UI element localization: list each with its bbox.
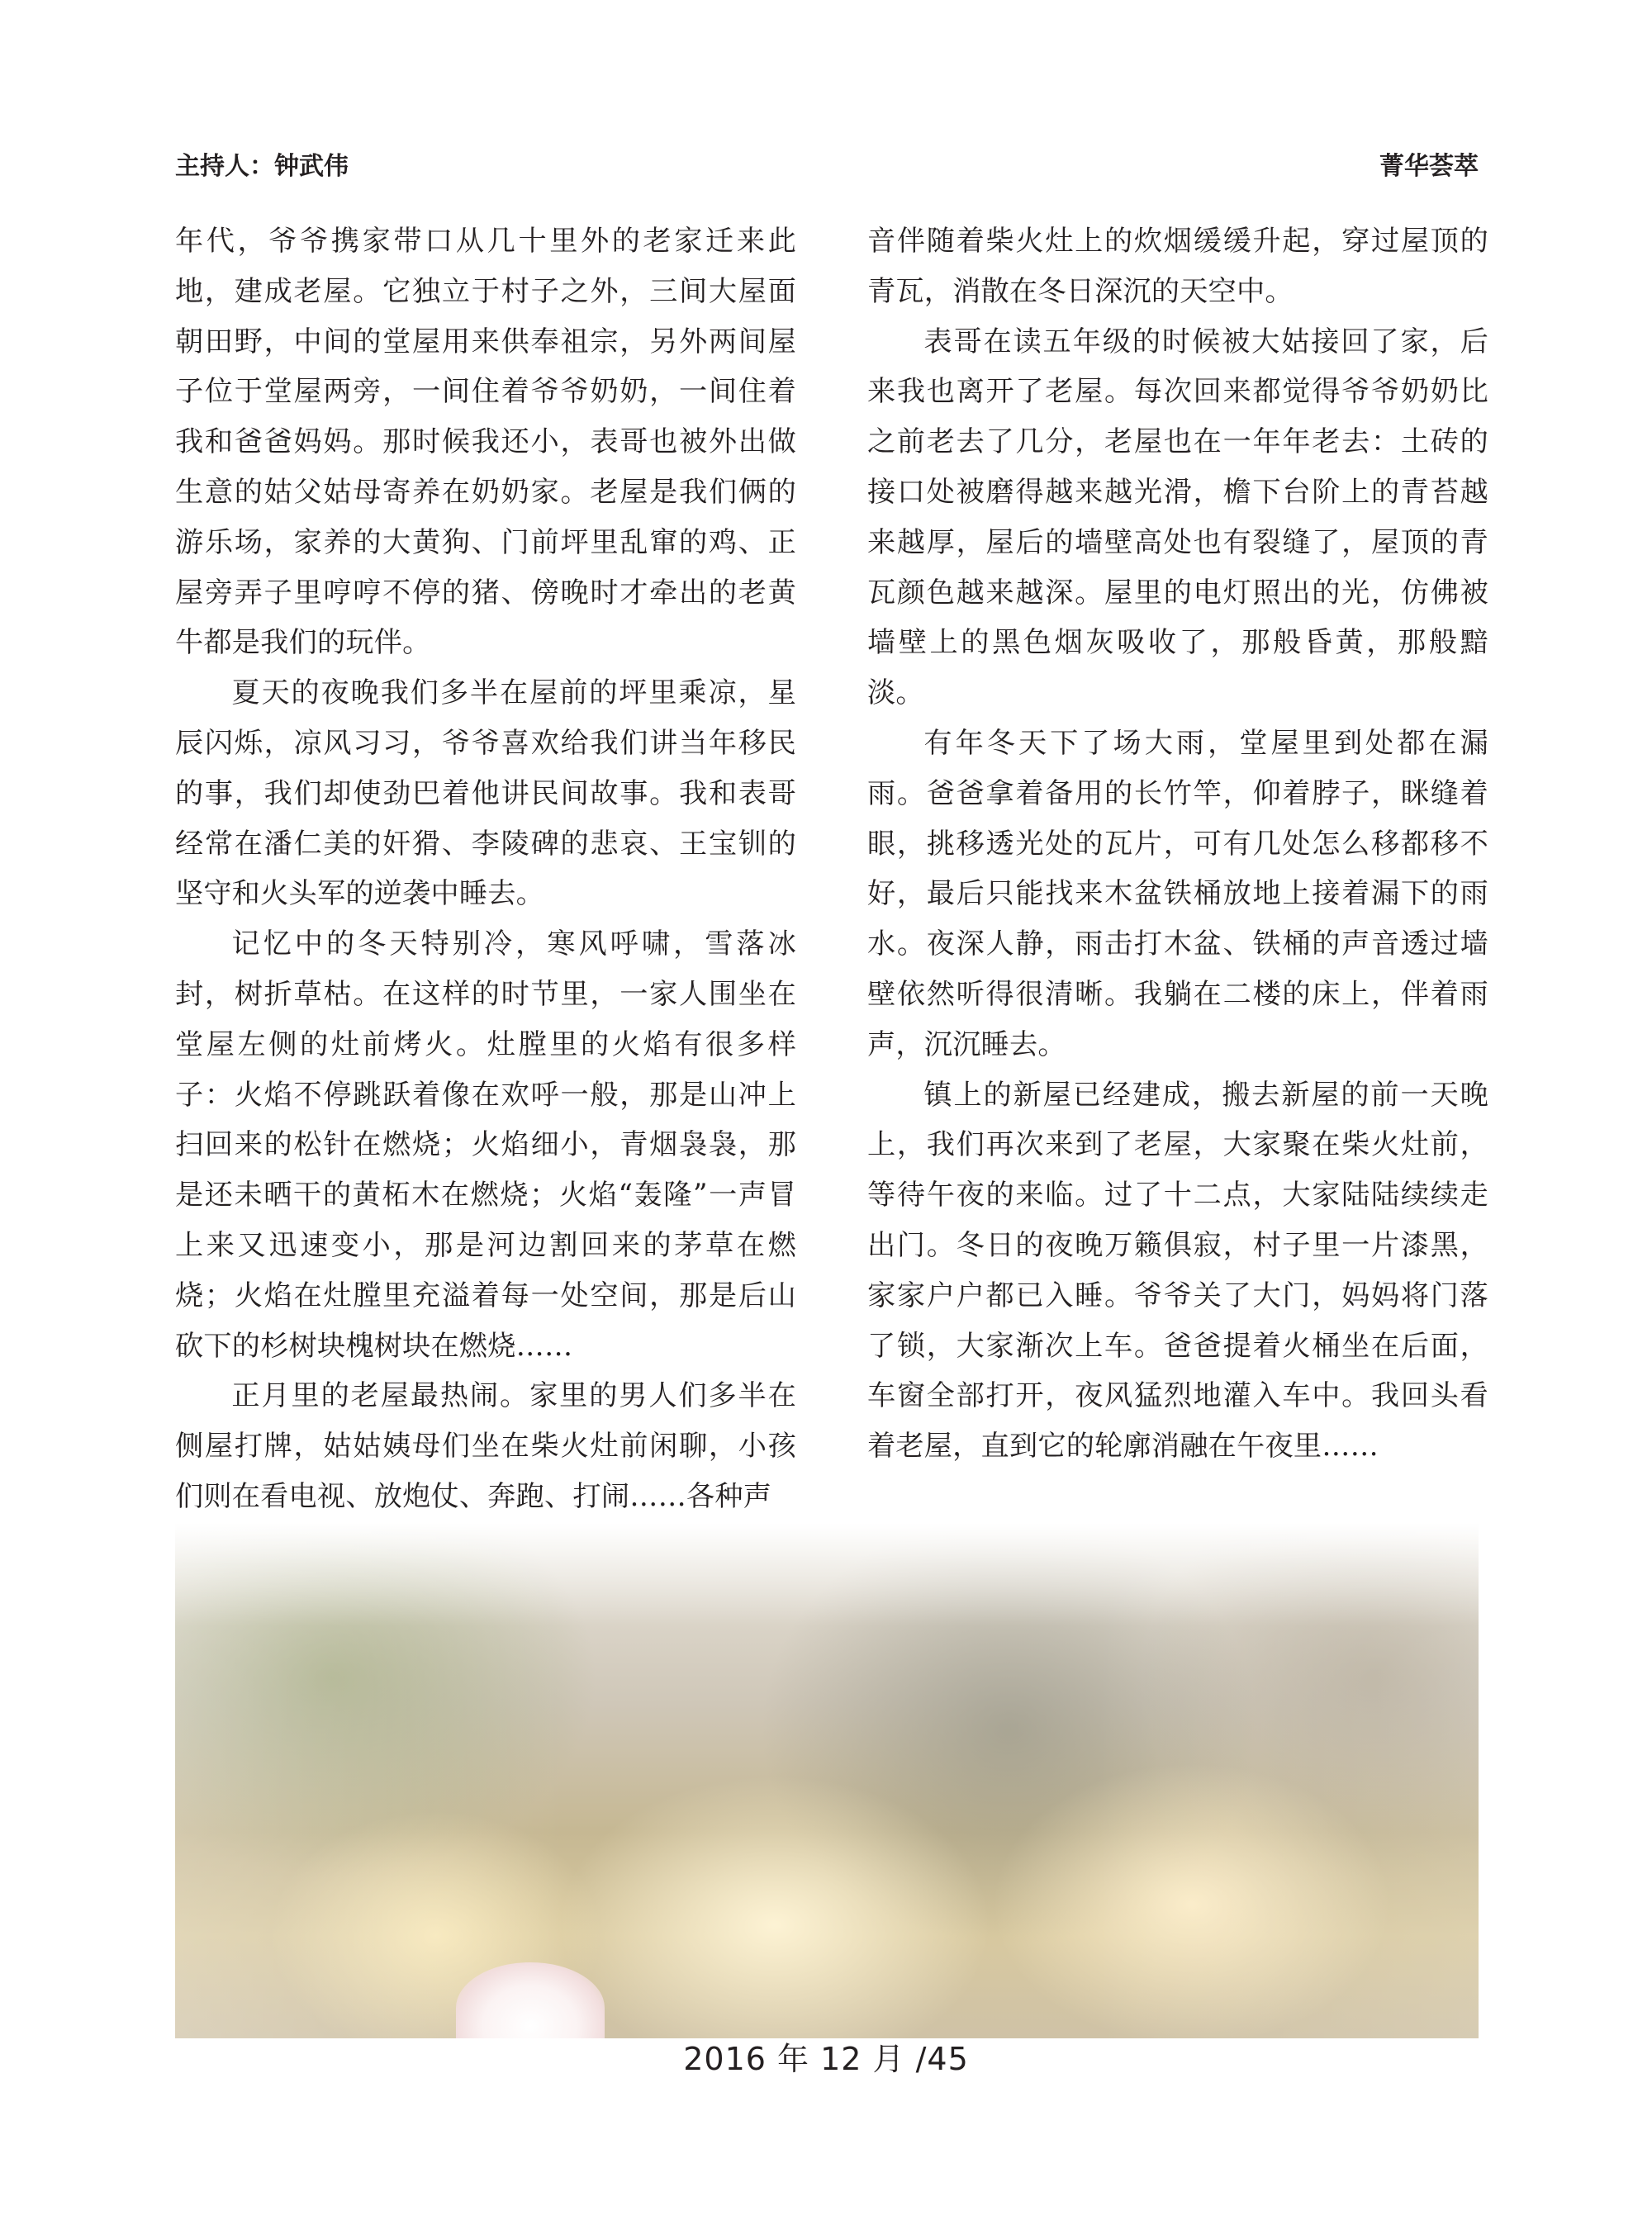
photo-haze — [175, 1523, 1479, 2038]
paragraph: 镇上的新屋已经建成，搬去新屋的前一天晚上，我们再次来到了老屋，大家聚在柴火灶前，等待午夜的来临。过了十二点，大家陆陆续续走出门。冬日的夜晚万籁俱寂，村子里一片漆黑，家家户户都已入睡。爷爷关了大门，妈妈将门落了锁，大家渐次上车。爸爸提着火桶坐在后面，车窗全部打开，夜风猛烈地灌入车中。我回头看着老屋，直到它的轮廓消融在午夜里…… — [867, 1078, 1488, 1464]
page-footer: 2016 年 12 月 /45 — [683, 2041, 969, 2077]
column-title: 菁华荟萃 — [1379, 152, 1479, 181]
column-host: 主持人：钟武伟 — [175, 152, 349, 181]
paragraph: 记忆中的冬天特别冷，寒风呼啸，雪落冰封，树折草枯。在这样的时节里，一家人围坐在堂屋左侧的灶前烤火。灶膛里的火焰有很多样子：火焰不停跳跃着像在欢呼一般，那是山冲上扫回来的松针在燃烧；火焰细小，青烟袅袅，那是还未晒干的黄柘木在燃烧；火焰“轰隆”一声冒上来又迅速变小，那是河边割回来的茅草在燃烧；火焰在灶膛里充溢着每一处空间，那是后山砍下的杉树块槐树块在燃烧…… — [175, 927, 796, 1363]
paragraph: 音伴随着柴火灶上的炊烟缓缓升起，穿过屋顶的青瓦，消散在冬日深沉的天空中。 — [867, 225, 1488, 308]
right-column — [867, 216, 1488, 1472]
paragraph: 夏天的夜晚我们多半在屋前的坪里乘凉，星辰闪烁，凉风习习，爷爷喜欢给我们讲当年移民的事，我们却使劲巴着他讲民间故事。我和表哥经常在潘仁美的奸猾、李陵碑的悲哀、王宝钏的坚守和火头军的逆袭中睡去。 — [175, 676, 796, 911]
left-column — [175, 216, 796, 1522]
blurred-background-photo — [175, 1523, 1479, 2038]
paragraph: 有年冬天下了场大雨，堂屋里到处都在漏雨。爸爸拿着备用的长竹竿，仰着脖子，眯缝着眼，挑移透光处的瓦片，可有几处怎么移都移不好，最后只能找来木盆铁桶放地上接着漏下的雨水。夜深人静，雨击打木盆、铁桶的声音透过墙壁依然听得很清晰。我躺在二楼的床上，伴着雨声，沉沉睡去。 — [867, 726, 1488, 1061]
paragraph: 正月里的老屋最热闹。家里的男人们多半在侧屋打牌，姑姑姨母们坐在柴火灶前闲聊，小孩们则在看电视、放炮仗、奔跑、打闹……各种声 — [175, 1379, 796, 1513]
paragraph: 年代，爷爷携家带口从几十里外的老家迁来此地，建成老屋。它独立于村子之外，三间大屋面朝田野，中间的堂屋用来供奉祖宗，另外两间屋子位于堂屋两旁，一间住着爷爷奶奶，一间住着我和爸爸妈妈。那时候我还小，表哥也被外出做生意的姑父姑母寄养在奶奶家。老屋是我们俩的游乐场，家养的大黄狗、门前坪里乱窜的鸡、正屋旁弄子里哼哼不停的猪、傍晚时才牵出的老黄牛都是我们的玩伴。 — [175, 225, 796, 660]
paragraph: 表哥在读五年级的时候被大姑接回了家，后来我也离开了老屋。每次回来都觉得爷爷奶奶比之前老去了几分，老屋也在一年年老去：土砖的接口处被磨得越来越光滑，檐下台阶上的青苔越来越厚，屋后的墙壁高处也有裂缝了，屋顶的青瓦颜色越来越深。屋里的电灯照出的光，仿佛被墙壁上的黑色烟灰吸收了，那般昏黄，那般黯淡。 — [867, 325, 1488, 710]
